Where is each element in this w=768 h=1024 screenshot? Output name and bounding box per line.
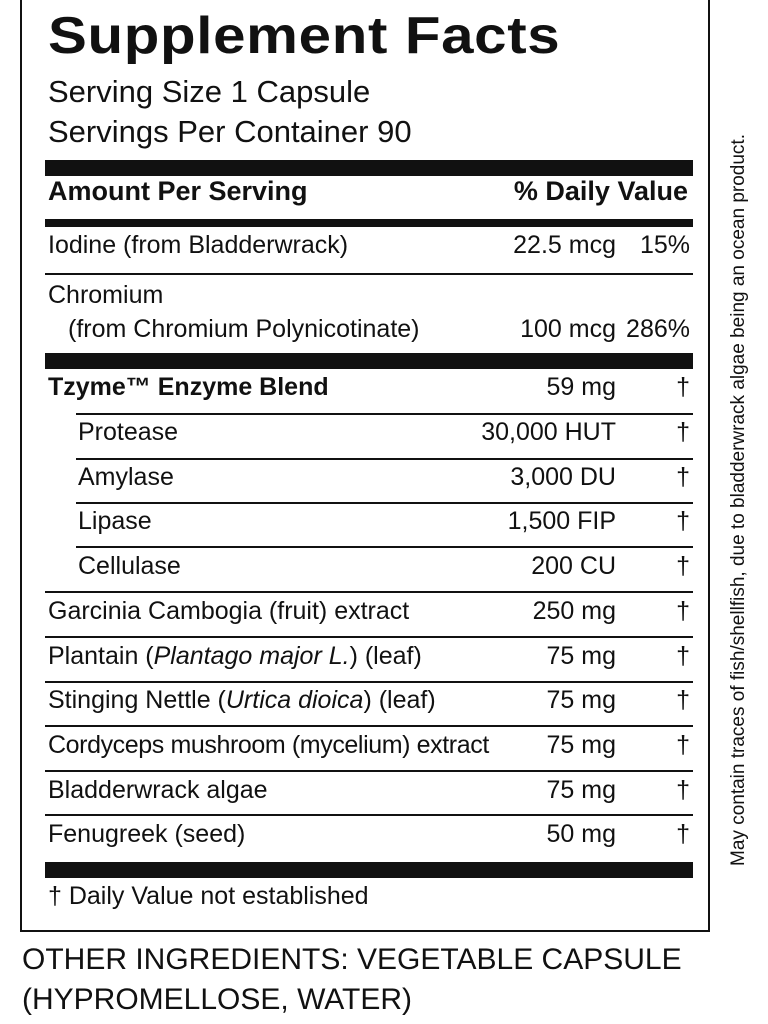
nutrient-name: Chromium	[48, 281, 164, 309]
servings-per-container: Servings Per Container 90	[48, 114, 412, 149]
thick-divider-middle	[45, 353, 693, 369]
nutrient-dv: 286%	[626, 315, 690, 343]
row-divider	[76, 502, 693, 504]
nutrient-name: Iodine (from Bladderwrack)	[48, 231, 349, 259]
enzyme-dv: †	[676, 463, 690, 491]
header-daily-value: % Daily Value	[513, 176, 688, 206]
supplement-facts-panel	[20, 0, 710, 932]
nutrient-amount: 100 mcg	[520, 315, 616, 343]
ingredient-name: Plantain (Plantago major L.) (leaf)	[48, 642, 422, 670]
other-ingredients-line-1: OTHER INGREDIENTS: VEGETABLE CAPSULE	[22, 943, 682, 976]
ingredient-dv: †	[676, 820, 690, 848]
row-divider	[45, 273, 693, 275]
ingredient-dv: †	[676, 686, 690, 714]
blend-amount: 59 mg	[546, 373, 616, 401]
enzyme-dv: †	[676, 418, 690, 446]
row-divider	[45, 725, 693, 727]
ingredient-name: Cordyceps mushroom (mycelium) extract	[48, 731, 489, 759]
enzyme-name: Cellulase	[78, 552, 181, 580]
row-divider	[76, 413, 693, 415]
row-divider	[45, 814, 693, 816]
ingredient-dv: †	[676, 731, 690, 759]
header-amount-per-serving: Amount Per Serving	[48, 176, 308, 206]
ingredient-dv: †	[676, 597, 690, 625]
enzyme-dv: †	[676, 507, 690, 535]
enzyme-dv: †	[676, 552, 690, 580]
nutrient-amount: 22.5 mcg	[513, 231, 616, 259]
nutrient-dv: 15%	[639, 231, 690, 259]
ingredient-amount: 75 mg	[546, 776, 616, 804]
ingredient-name: Fenugreek (seed)	[48, 820, 246, 848]
row-divider	[45, 681, 693, 683]
row-divider	[76, 546, 693, 548]
thick-divider-bottom	[45, 862, 693, 878]
row-divider	[45, 770, 693, 772]
enzyme-name: Protease	[78, 418, 179, 446]
nutrient-source: (from Chromium Polynicotinate)	[68, 315, 420, 343]
ingredient-amount: 250 mg	[532, 597, 616, 625]
ingredient-amount: 75 mg	[546, 731, 616, 759]
enzyme-amount: 3,000 DU	[510, 463, 616, 491]
ingredient-dv: †	[676, 776, 690, 804]
enzyme-name: Amylase	[78, 463, 174, 491]
ingredient-dv: †	[676, 642, 690, 670]
ingredient-name: Stinging Nettle (Urtica dioica) (leaf)	[48, 686, 436, 714]
medium-divider-header	[45, 219, 693, 227]
ingredient-name: Bladderwrack algae	[48, 776, 268, 804]
enzyme-amount: 1,500 FIP	[507, 507, 616, 535]
ingredient-amount: 50 mg	[546, 820, 616, 848]
row-divider	[76, 458, 693, 460]
other-ingredients-line-2: (HYPROMELLOSE, WATER)	[22, 983, 413, 1016]
blend-name: Tzyme™ Enzyme Blend	[48, 373, 329, 401]
daily-value-footnote: † Daily Value not established	[48, 882, 369, 910]
ingredient-amount: 75 mg	[546, 642, 616, 670]
row-divider	[45, 636, 693, 638]
enzyme-amount: 30,000 HUT	[481, 418, 616, 446]
ingredient-name: Garcinia Cambogia (fruit) extract	[48, 597, 410, 625]
panel-title: Supplement Facts	[48, 7, 561, 65]
row-divider	[45, 591, 693, 593]
blend-dv: †	[676, 373, 690, 401]
ingredient-amount: 75 mg	[546, 686, 616, 714]
enzyme-name: Lipase	[78, 507, 152, 535]
allergen-side-note: May contain traces of fish/shellfish, due to bladderwrack algae being an ocean product.	[728, 134, 749, 866]
enzyme-amount: 200 CU	[531, 552, 616, 580]
serving-size: Serving Size 1 Capsule	[48, 74, 371, 109]
